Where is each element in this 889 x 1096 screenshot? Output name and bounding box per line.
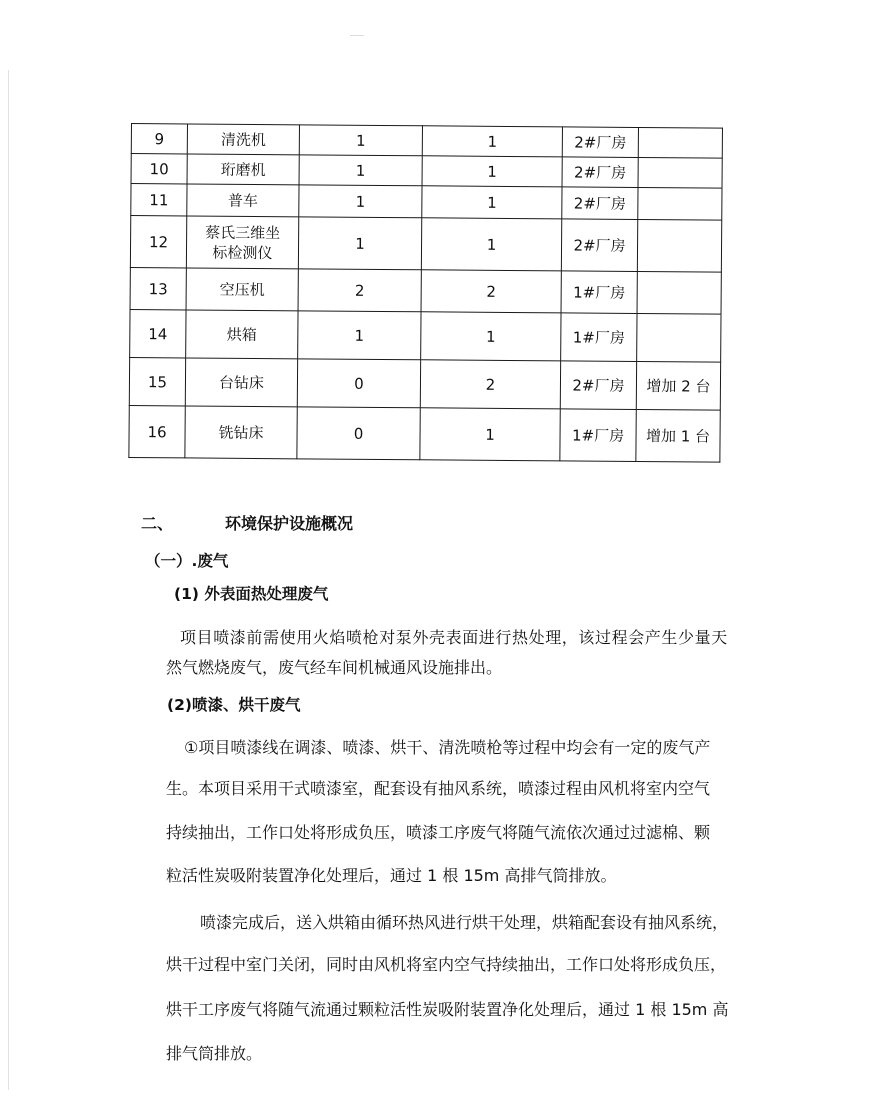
location: 2#厂房: [562, 127, 638, 158]
quantity-before: 1: [299, 125, 422, 156]
table-row: [131, 154, 722, 189]
subsection-heading: （一）.废气: [145, 552, 229, 570]
row-number: 13: [130, 267, 186, 309]
row-number: 15: [129, 357, 185, 405]
row-number: 9: [131, 124, 187, 154]
quantity-before: 2: [298, 269, 421, 312]
table-row: [130, 216, 721, 273]
paragraph-line: 粒活性炭吸附装置净化处理后，通过 1 根 15m 高排气筒排放。: [166, 866, 617, 885]
row-number: 16: [129, 405, 185, 457]
quantity-after: 1: [421, 218, 561, 271]
item-heading: (1) 外表面热处理废气: [174, 585, 329, 603]
section-heading: [141, 511, 353, 534]
item-heading: (2)喷漆、烘干废气: [167, 696, 301, 714]
quantity-before: 0: [297, 407, 420, 460]
quantity-before: 1: [298, 311, 421, 360]
paragraph-line: 生。本项目采用干式喷漆室，配套设有抽风系统，喷漆过程由风机将室内空气: [166, 779, 711, 798]
quantity-before: 1: [298, 217, 421, 270]
quantity-before: 0: [297, 359, 420, 408]
paragraph-line: 排气筒排放。: [166, 1044, 263, 1063]
quantity-after: 1: [422, 186, 562, 219]
quantity-after: 1: [422, 126, 562, 157]
quantity-after: 1: [422, 156, 562, 187]
row-number: 10: [131, 154, 187, 184]
table-row: [130, 309, 721, 362]
row-number: 12: [130, 216, 186, 268]
quantity-after: 1: [421, 312, 561, 361]
note: [637, 219, 721, 272]
row-number: 14: [130, 309, 186, 357]
quantity-after: 2: [420, 360, 560, 409]
note: [638, 187, 722, 220]
paragraph-line: 然气燃烧废气，废气经车间机械通风设施排出。: [166, 658, 503, 677]
paragraph-line: ①项目喷漆线在调漆、喷漆、烘干、清洗喷枪等过程中均会有一定的废气产: [184, 738, 711, 757]
paragraph-line: 项目喷漆前需使用火焰喷枪对泵外壳表面进行热处理，该过程会产生少量天: [180, 628, 728, 647]
table-row: [131, 184, 722, 221]
table-row: [129, 357, 720, 410]
location: 1#厂房: [561, 313, 637, 362]
row-number: 11: [131, 184, 187, 216]
equipment-name: 普车: [187, 184, 299, 217]
section-number: 二、: [141, 514, 174, 533]
equipment-name: 铣钻床: [185, 406, 297, 459]
paragraph-line: 烘干工序废气将随气流通过颗粒活性炭吸附装置净化处理后，通过 1 根 15m 高: [166, 1000, 729, 1019]
location: 2#厂房: [562, 157, 638, 188]
equipment-name: 珩磨机: [187, 154, 299, 185]
table-row: [129, 405, 720, 462]
quantity-after: 1: [420, 408, 560, 461]
note: 增加 1 台: [636, 409, 720, 462]
paragraph-line: 持续抽出，工作口处将形成负压，喷漆工序废气将随气流依次通过过滤棉、颗: [166, 823, 711, 842]
equipment-name: 台钻床: [185, 358, 297, 407]
quantity-before: 1: [299, 155, 422, 186]
location: 2#厂房: [562, 187, 638, 220]
equipment-name: 空压机: [186, 268, 298, 311]
equipment-name-line2: 标检测仪: [212, 243, 273, 262]
paragraph-line: 烘干过程中室门关闭，同时由风机将室内空气持续抽出，工作口处将形成负压，: [166, 955, 727, 974]
location: 1#厂房: [560, 409, 636, 462]
equipment-name: 烘箱: [186, 310, 298, 359]
note: [637, 271, 721, 314]
quantity-after: 2: [421, 270, 561, 313]
quantity-before: 1: [299, 185, 422, 218]
equipment-table: [128, 123, 723, 463]
table-row: [130, 267, 721, 314]
note: [637, 313, 721, 362]
note: [638, 127, 722, 158]
paragraph-line: 喷漆完成后，送入烘箱由循环热风进行烘干处理，烘箱配套设有抽风系统，: [200, 913, 729, 932]
scan-edge: [8, 70, 9, 1090]
section-title: 环境保护设施概况: [225, 514, 354, 533]
equipment-name: [186, 216, 298, 269]
location: 2#厂房: [560, 361, 636, 410]
table-row: [131, 124, 722, 159]
scan-mark: [350, 35, 364, 36]
note: [638, 157, 722, 188]
equipment-name: 清洗机: [187, 124, 299, 155]
location: 1#厂房: [561, 271, 637, 314]
equipment-name-line1: 蔡氏三维坐: [205, 223, 281, 242]
location: 2#厂房: [561, 219, 637, 272]
note: 增加 2 台: [636, 361, 720, 410]
